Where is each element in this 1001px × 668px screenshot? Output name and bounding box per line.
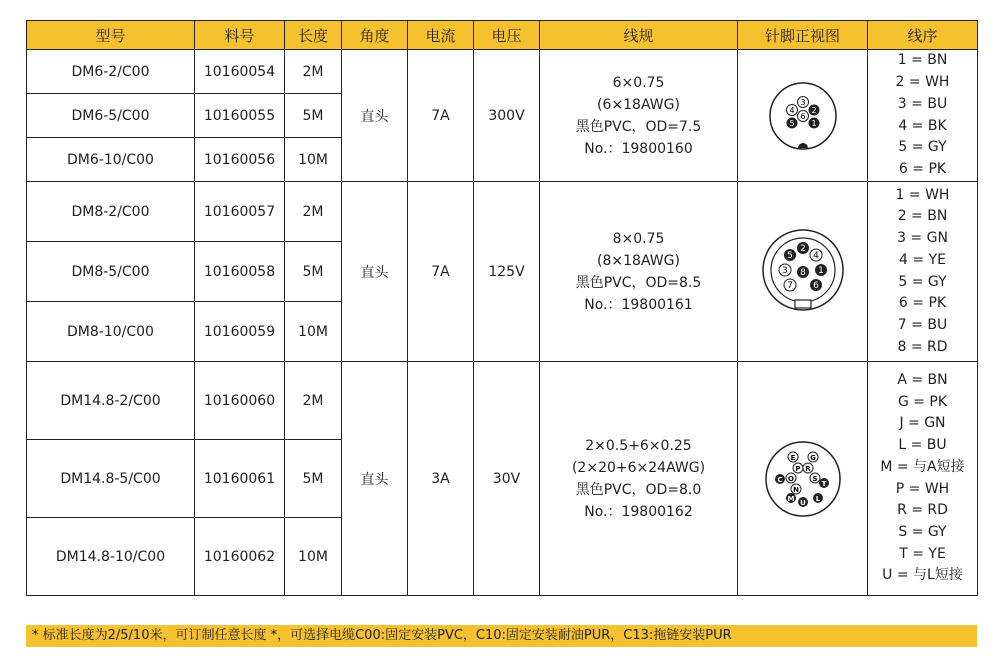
pin-label: R bbox=[804, 464, 811, 473]
wire-entry: P = WH bbox=[895, 480, 950, 497]
pin-label: 3 bbox=[781, 265, 788, 276]
wire-entry: 2 = WH bbox=[895, 74, 950, 91]
pin-label: 3 bbox=[799, 97, 806, 107]
current-cell: 7A bbox=[408, 50, 474, 182]
wiring-cell bbox=[868, 50, 978, 182]
length-cell: 10M bbox=[285, 302, 342, 362]
table-row bbox=[27, 362, 978, 440]
pin-label: L bbox=[815, 494, 820, 503]
length-cell: 2M bbox=[285, 50, 342, 94]
wire-entry: 4 = BK bbox=[898, 117, 947, 134]
current-cell: 3A bbox=[408, 362, 474, 596]
header-voltage: 电压 bbox=[474, 21, 540, 50]
pin-view-cell bbox=[738, 50, 868, 182]
wire-entry: 1 = BN bbox=[897, 52, 948, 69]
wire-entry: 2 = BN bbox=[897, 208, 948, 225]
cable-jacket: 黑色PVC，OD=7.5 bbox=[575, 118, 702, 135]
wire-entry: 8 = RD bbox=[897, 338, 948, 355]
pin-label: N bbox=[792, 485, 799, 494]
cable-awg: (8×18AWG) bbox=[597, 252, 680, 269]
header-cable: 线规 bbox=[540, 21, 738, 50]
pin-view-cell bbox=[738, 182, 868, 362]
cable-cell bbox=[540, 50, 738, 182]
voltage-cell: 125V bbox=[474, 182, 540, 362]
length-cell: 2M bbox=[285, 182, 342, 242]
part-cell: 10160054 bbox=[195, 50, 285, 94]
group-dm8 bbox=[27, 182, 978, 362]
wire-entry: 7 = BU bbox=[897, 316, 948, 333]
wire-entry: R = RD bbox=[897, 502, 948, 519]
wire-entry: M = 与A短接 bbox=[880, 458, 965, 475]
wire-entry: 5 = GY bbox=[898, 273, 947, 290]
model-cell: DM6-10/C00 bbox=[27, 138, 195, 182]
table-row bbox=[27, 50, 978, 94]
pin-label: 2 bbox=[810, 105, 817, 115]
wire-entry: U = 与L短接 bbox=[882, 567, 963, 584]
wire-entry: S = GY bbox=[898, 523, 947, 540]
header-wiring: 线序 bbox=[868, 21, 978, 50]
header-part: 料号 bbox=[195, 21, 285, 50]
pin-label: 6 bbox=[812, 280, 819, 291]
pin-label: 1 bbox=[817, 265, 824, 276]
length-cell: 10M bbox=[285, 138, 342, 182]
angle-cell: 直头 bbox=[342, 362, 408, 596]
voltage-cell: 30V bbox=[474, 362, 540, 596]
part-cell: 10160057 bbox=[195, 182, 285, 242]
group-dm14-8 bbox=[27, 362, 978, 596]
pin-label: C bbox=[776, 475, 783, 484]
pin-label: S bbox=[811, 474, 818, 483]
model-cell: DM8-2/C00 bbox=[27, 182, 195, 242]
wire-entry: 3 = GN bbox=[897, 230, 948, 247]
pin-label: 4 bbox=[812, 250, 819, 261]
pin-label: U bbox=[799, 498, 806, 507]
part-cell: 10160062 bbox=[195, 518, 285, 596]
part-cell: 10160061 bbox=[195, 440, 285, 518]
pin-label: 4 bbox=[788, 105, 795, 115]
wiring-cell bbox=[868, 362, 978, 596]
angle-cell: 直头 bbox=[342, 182, 408, 362]
part-cell: 10160055 bbox=[195, 94, 285, 138]
cable-awg: (6×18AWG) bbox=[597, 96, 680, 113]
model-cell: DM6-5/C00 bbox=[27, 94, 195, 138]
cable-spec: 6×0.75 bbox=[612, 74, 665, 91]
pin-label: G bbox=[809, 453, 816, 462]
cable-spec: 2×0.5+6×0.25 bbox=[585, 437, 692, 454]
cable-cell bbox=[540, 362, 738, 596]
wire-entry: 3 = BU bbox=[897, 95, 948, 112]
table-row bbox=[27, 182, 978, 242]
wire-entry: J = GN bbox=[899, 415, 946, 432]
model-cell: DM14.8-10/C00 bbox=[27, 518, 195, 596]
model-cell: DM8-10/C00 bbox=[27, 302, 195, 362]
header-model: 型号 bbox=[27, 21, 195, 50]
voltage-cell: 300V bbox=[474, 50, 540, 182]
cable-awg: (2×20+6×24AWG) bbox=[571, 459, 706, 476]
header-current: 电流 bbox=[408, 21, 474, 50]
length-cell: 10M bbox=[285, 518, 342, 596]
spec-table bbox=[26, 20, 978, 596]
wire-entry: T = YE bbox=[899, 545, 946, 562]
pin-label: 1 bbox=[810, 118, 817, 128]
pin-label: 5 bbox=[786, 250, 793, 261]
cable-spec: 8×0.75 bbox=[612, 230, 665, 247]
part-cell: 10160060 bbox=[195, 362, 285, 440]
wire-entry: 4 = YE bbox=[899, 251, 946, 268]
header-length: 长度 bbox=[285, 21, 342, 50]
angle-cell: 直头 bbox=[342, 50, 408, 182]
model-cell: DM8-5/C00 bbox=[27, 242, 195, 302]
header-angle: 角度 bbox=[342, 21, 408, 50]
pin-label: T bbox=[821, 479, 826, 488]
part-cell: 10160059 bbox=[195, 302, 285, 362]
cable-number: No.：19800161 bbox=[584, 296, 693, 313]
cable-number: No.：19800162 bbox=[584, 503, 693, 520]
cable-jacket: 黑色PVC，OD=8.5 bbox=[575, 274, 702, 291]
header-row bbox=[27, 21, 978, 50]
pin-label: 5 bbox=[788, 118, 795, 128]
current-cell: 7A bbox=[408, 182, 474, 362]
cable-cell bbox=[540, 182, 738, 362]
pin-label: 8 bbox=[799, 267, 806, 278]
length-cell: 2M bbox=[285, 362, 342, 440]
wire-entry: 5 = GY bbox=[898, 139, 947, 156]
model-cell: DM6-2/C00 bbox=[27, 50, 195, 94]
length-cell: 5M bbox=[285, 242, 342, 302]
pin-label: E bbox=[790, 453, 795, 462]
pin-label: P bbox=[794, 464, 801, 473]
footer-note: * 标准长度为2/5/10米，可订制任意长度 *，可选择电缆C00:固定安装PVC，C10:固定安装耐油PUR，C13:拖链安装PUR bbox=[26, 625, 977, 647]
wire-entry: L = BU bbox=[898, 437, 947, 454]
cable-jacket: 黑色PVC，OD=8.0 bbox=[575, 481, 702, 498]
cable-number: No.：19800160 bbox=[584, 140, 693, 157]
pin-label: 2 bbox=[799, 243, 806, 254]
connector-6pin-diagram bbox=[763, 76, 843, 156]
pin-label: 7 bbox=[786, 280, 793, 291]
length-cell: 5M bbox=[285, 94, 342, 138]
group-dm6 bbox=[27, 50, 978, 182]
wire-entry: 1 = WH bbox=[895, 186, 950, 203]
wiring-cell bbox=[868, 182, 978, 362]
wire-entry: 6 = PK bbox=[898, 295, 947, 312]
part-cell: 10160058 bbox=[195, 242, 285, 302]
pin-label: O bbox=[787, 474, 794, 483]
wire-entry: A = BN bbox=[897, 371, 948, 388]
part-cell: 10160056 bbox=[195, 138, 285, 182]
length-cell: 5M bbox=[285, 440, 342, 518]
wire-entry: G = PK bbox=[897, 393, 948, 410]
connector-8pin-diagram bbox=[753, 222, 853, 322]
pin-view-cell bbox=[738, 362, 868, 596]
model-cell: DM14.8-2/C00 bbox=[27, 362, 195, 440]
wire-entry: 6 = PK bbox=[898, 160, 947, 177]
pin-label: M bbox=[787, 494, 794, 503]
header-pin-view: 针脚正视图 bbox=[738, 21, 868, 50]
model-cell: DM14.8-5/C00 bbox=[27, 440, 195, 518]
pin-label: 6 bbox=[799, 111, 806, 121]
connector-12pin-diagram bbox=[758, 434, 848, 524]
